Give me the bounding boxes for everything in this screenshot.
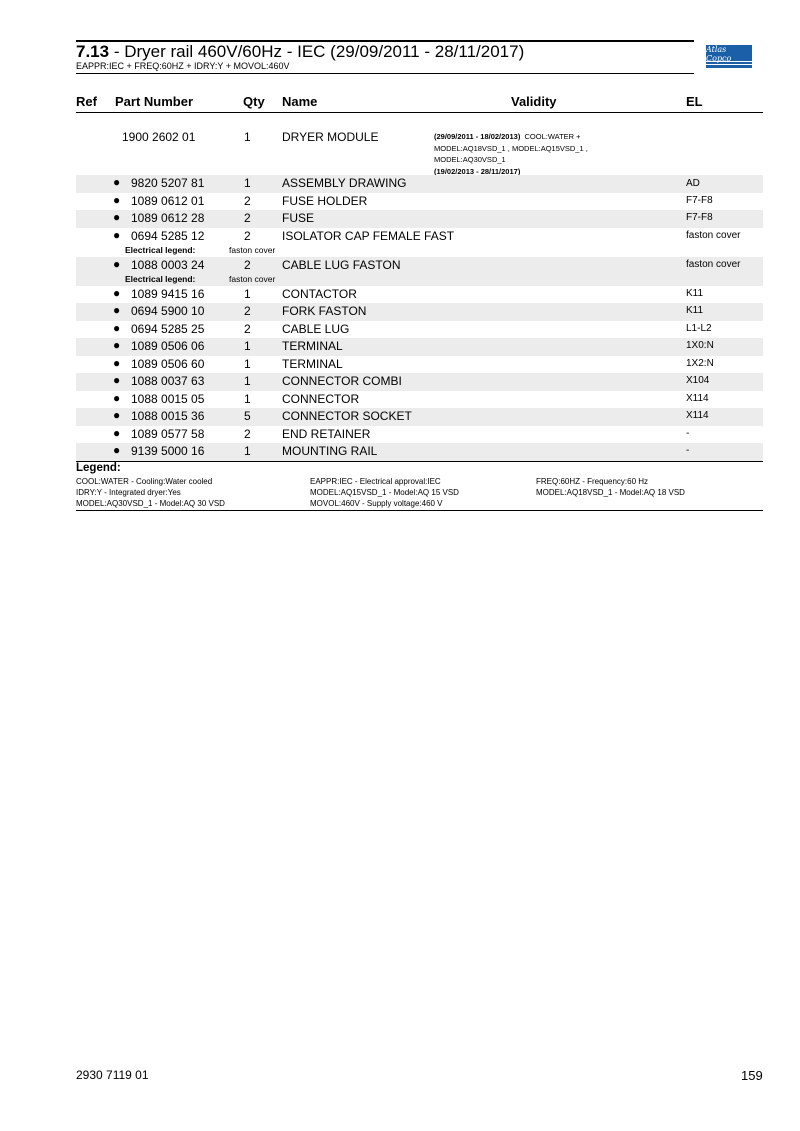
table-row: [76, 210, 763, 228]
section-subtitle: EAPPR:IEC + FREQ:60HZ + IDRY:Y + MOVOL:460V: [76, 61, 290, 71]
table-row: [76, 408, 763, 426]
bullet-icon: ●: [113, 390, 121, 405]
table-row: [76, 303, 763, 321]
el-code: K11: [686, 287, 704, 299]
part-number: 1088 0015 36: [131, 409, 205, 423]
part-name: END RETAINER: [282, 426, 371, 441]
part-name: CONNECTOR: [282, 391, 360, 406]
part-number: 9139 5000 16: [131, 444, 205, 458]
header-bottom-rule: [76, 73, 694, 74]
quantity: 1: [244, 391, 251, 406]
bullet-icon: ●: [113, 320, 121, 335]
validity-condition: MODEL:AQ30VSD_1: [434, 155, 506, 164]
table-row: [76, 175, 763, 193]
part-number: 1089 9415 16: [131, 286, 205, 301]
bullet-icon: ●: [113, 227, 121, 242]
electrical-legend-label: Electrical legend:: [125, 273, 196, 284]
quantity: 1: [244, 176, 251, 190]
el-code: -: [686, 427, 690, 439]
document-number: 2930 7119 01: [76, 1068, 149, 1082]
part-number: 1089 0506 06: [131, 339, 205, 353]
table-row-main: [76, 128, 763, 174]
table-end-rule: [76, 461, 763, 462]
section-number: 7.13: [76, 42, 110, 61]
table-row: [76, 257, 763, 286]
part-name: CABLE LUG FASTON: [282, 257, 401, 272]
column-header-validity: Validity: [511, 94, 557, 109]
table-row: [76, 391, 763, 409]
quantity: 2: [244, 228, 251, 243]
legend-entry: FREQ:60HZ - Frequency:60 Hz: [536, 477, 649, 486]
el-code: -: [686, 445, 690, 456]
table-row: [76, 373, 763, 391]
quantity: 2: [244, 321, 251, 336]
table-row: [76, 426, 763, 444]
page-number: 159: [741, 1068, 763, 1083]
part-number: 1089 0506 60: [131, 356, 205, 371]
bullet-icon: ●: [113, 408, 121, 422]
validity-condition: MODEL:AQ18VSD_1 , MODEL:AQ15VSD_1 ,: [434, 143, 588, 153]
part-name: CABLE LUG: [282, 321, 350, 336]
part-name: CONNECTOR COMBI: [282, 374, 402, 388]
part-name: ISOLATOR CAP FEMALE FAST: [282, 228, 455, 243]
table-row: [76, 321, 763, 339]
bullet-icon: ●: [113, 303, 121, 317]
bullet-icon: ●: [113, 175, 121, 189]
el-code: faston cover: [686, 229, 741, 241]
column-header-el: EL: [686, 94, 703, 109]
validity-range-2: (19/02/2013 - 28/11/2017): [434, 166, 521, 176]
part-number: 1089 0612 01: [131, 193, 205, 208]
electrical-legend-label: Electrical legend:: [125, 244, 196, 255]
quantity: 2: [244, 211, 251, 225]
quantity: 1: [244, 356, 251, 371]
part-number: 0694 5285 12: [131, 228, 205, 243]
bullet-icon: ●: [113, 373, 121, 387]
part-name: DRYER MODULE: [282, 130, 379, 144]
part-name: ASSEMBLY DRAWING: [282, 176, 407, 190]
atlas-copco-logo: [706, 45, 752, 68]
part-number: 1900 2602 01: [122, 130, 196, 144]
validity-range-1: (29/09/2011 - 18/02/2013): [434, 132, 521, 141]
legend-entry: MODEL:AQ15VSD_1 - Model:AQ 15 VSD: [310, 488, 459, 497]
part-name: FUSE: [282, 211, 315, 225]
el-code: F7-F8: [686, 194, 713, 206]
quantity: 1: [244, 286, 251, 301]
quantity: 2: [244, 304, 251, 318]
validity-condition: COOL:WATER +: [524, 132, 581, 141]
el-code: K11: [686, 305, 704, 316]
quantity: 1: [244, 339, 251, 353]
bullet-icon: ●: [113, 210, 121, 224]
part-number: 1088 0037 63: [131, 374, 205, 388]
el-code: faston cover: [686, 258, 741, 270]
quantity: 2: [244, 193, 251, 208]
part-number: 9820 5207 81: [131, 176, 205, 190]
section-title-text: - Dryer rail 460V/60Hz - IEC (29/09/2011 - 28/11/2017): [109, 42, 525, 61]
el-code: X104: [686, 375, 710, 386]
part-number: 0694 5285 25: [131, 321, 205, 336]
validity-text: [434, 131, 604, 177]
legend-entry: IDRY:Y - Integrated dryer:Yes: [76, 488, 181, 497]
part-name: TERMINAL: [282, 339, 343, 353]
table-row: [76, 193, 763, 211]
part-number: 1088 0003 24: [131, 257, 205, 272]
column-header-part-number: Part Number: [115, 94, 194, 109]
table-row: [76, 286, 763, 304]
bullet-icon: ●: [113, 285, 121, 300]
quantity: 2: [244, 257, 251, 272]
bullet-icon: ●: [113, 256, 121, 271]
table-row: [76, 228, 763, 257]
bullet-icon: ●: [113, 425, 121, 440]
quantity: 1: [244, 374, 251, 388]
part-name: FUSE HOLDER: [282, 193, 368, 208]
bullet-icon: ●: [113, 192, 121, 207]
legend-title: Legend:: [76, 462, 121, 474]
table-row: [76, 338, 763, 356]
el-code: AD: [686, 178, 700, 189]
part-name: CONNECTOR SOCKET: [282, 409, 412, 423]
part-name: FORK FASTON: [282, 304, 367, 318]
part-number: 0694 5900 10: [131, 304, 205, 318]
quantity: 5: [244, 409, 251, 423]
legend-entry: COOL:WATER - Cooling:Water cooled: [76, 477, 213, 486]
bullet-icon: ●: [113, 338, 121, 352]
quantity: 1: [244, 130, 251, 144]
electrical-legend-value: faston cover: [229, 273, 276, 284]
table-row: [76, 356, 763, 374]
quantity: 1: [244, 444, 251, 458]
legend-end-rule: [76, 510, 763, 511]
legend-entry: EAPPR:IEC - Electrical approval:IEC: [310, 477, 441, 486]
part-name: CONTACTOR: [282, 286, 357, 301]
table-header-rule: [76, 112, 763, 113]
part-number: 1088 0015 05: [131, 391, 205, 406]
part-number: 1089 0612 28: [131, 211, 205, 225]
el-code: 1X0:N: [686, 340, 714, 351]
quantity: 2: [244, 426, 251, 441]
legend-entry: MODEL:AQ30VSD_1 - Model:AQ 30 VSD: [76, 499, 225, 508]
bullet-icon: ●: [113, 355, 121, 370]
el-code: F7-F8: [686, 212, 713, 223]
el-code: X114: [686, 392, 709, 404]
part-name: MOUNTING RAIL: [282, 444, 378, 458]
el-code: L1-L2: [686, 322, 712, 334]
column-header-name: Name: [282, 94, 318, 109]
part-number: 1089 0577 58: [131, 426, 205, 441]
table-row: [76, 443, 763, 461]
part-name: TERMINAL: [282, 356, 343, 371]
legend-entry: MOVOL:460V - Supply voltage:460 V: [310, 499, 443, 508]
el-code: X114: [686, 410, 709, 421]
logo-stripe: [706, 64, 752, 65]
logo-text: Atlas Copco: [706, 44, 732, 63]
electrical-legend-value: faston cover: [229, 244, 276, 255]
legend-entry: MODEL:AQ18VSD_1 - Model:AQ 18 VSD: [536, 488, 685, 497]
column-header-ref: Ref: [76, 94, 97, 109]
bullet-icon: ●: [113, 443, 121, 457]
el-code: 1X2:N: [686, 357, 714, 369]
column-header-qty: Qty: [243, 94, 265, 109]
section-title: [76, 42, 524, 62]
